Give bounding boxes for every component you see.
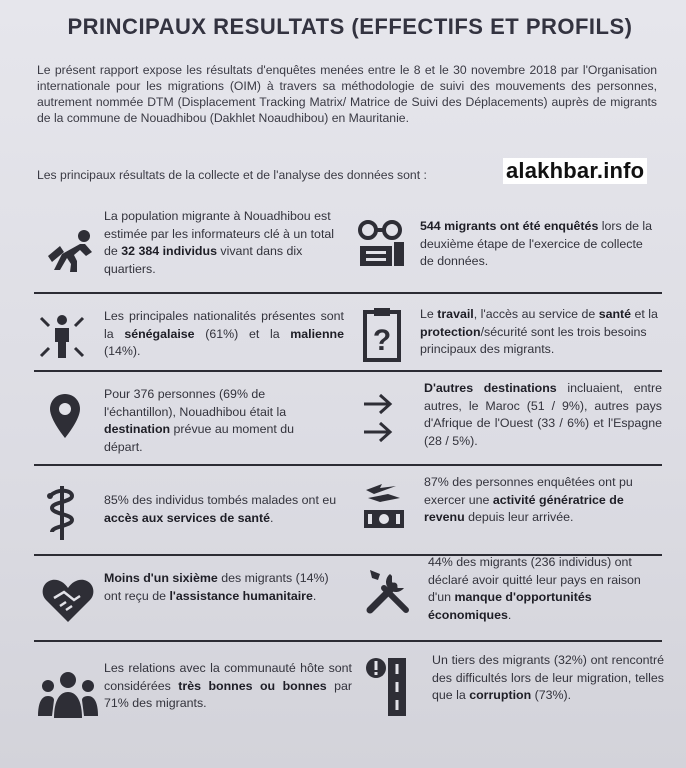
result-health-access: 85% des individus tombés malades ont eu accès aux services de santé.	[104, 493, 337, 525]
person-arrows-icon	[38, 312, 86, 360]
svg-text:?: ?	[372, 324, 392, 357]
map-pin-icon	[48, 392, 82, 440]
money-icon	[360, 482, 406, 532]
clipboard-question-icon	[362, 306, 402, 362]
result-humanitarian: Moins d'un sixième des migrants (14%) ont reçu de l'assistance humanitaire.	[104, 571, 329, 603]
result-economic-reasons: 44% des migrants (236 individus) ont déclaré avoir quitté leur pays en raison d'un manque d'opportunités économiques.	[428, 555, 641, 622]
intro-paragraph: Le présent rapport expose les résultats d'enquêtes menées entre le 8 et le 30 novembre 2018 par l'Organisation internationale pour les migrations (OIM) à travers sa méthodologie de suivi des mouvements des personnes, autrement nommée DTM (Displacement Tracking Matrix/ Matrice de Suivi des Déplacements) auprès de migrants de la commune de Nouadhibou (Dakhlet Noaudhibou) en Mauritanie.	[37, 63, 657, 125]
result-destination: Pour 376 personnes (69% de l'échantillon), Nouadhibou était la destination prévue au moment du départ.	[104, 387, 295, 454]
caduceus-icon	[44, 484, 80, 542]
page-title: PRINCIPAUX RESULTATS (EFFECTIFS ET PROFILS)	[67, 14, 633, 39]
watermark: alakhbar.info	[503, 158, 647, 184]
group-people-icon	[36, 670, 100, 722]
result-nationalities: Les principales nationalités présentes sont la sénégalaise (61%) et la malienne (14%).	[104, 309, 344, 358]
result-host-relations: Les relations avec la communauté hôte sont considérées très bonnes ou bonnes par 71% des migrants.	[104, 661, 353, 710]
arrow-right-icon	[362, 392, 394, 444]
result-population: La population migrante à Nouadhibou est estimée par les informateurs clé à un total de 32 384 individus vivant dans dix quartiers.	[104, 209, 335, 276]
tools-icon	[364, 566, 412, 616]
row-divider	[34, 370, 662, 372]
row-divider	[34, 640, 662, 642]
result-difficulties: Un tiers des migrants (32%) ont rencontré des difficultés lors de leur migration, telles que la corruption (73%).	[432, 653, 664, 702]
row-divider	[34, 292, 662, 294]
handshake-heart-icon	[40, 576, 96, 624]
lead-sentence: Les principaux résultats de la collecte et de l'analyse des données sont :	[37, 168, 427, 182]
result-income-activity: 87% des personnes enquêtées ont pu exercer une activité génératrice de revenu depuis leur arrivée.	[424, 475, 633, 524]
result-needs: Le travail, l'accès au service de santé et la protection/sécurité sont les trois besoins principaux des migrants.	[420, 307, 658, 356]
road-warning-icon	[364, 656, 408, 718]
row-divider	[34, 464, 662, 466]
result-surveyed: 544 migrants ont été enquêtés lors de la deuxième étape de l'exercice de collecte de données.	[420, 219, 653, 268]
result-other-destinations: D'autres destinations incluaient, entre autres, le Maroc (51 / 9%), autres pays d'Afrique de l'Ouest (33 / 6%) et l'Espagne (28 / 5%).	[424, 381, 662, 448]
glasses-survey-icon	[356, 218, 408, 270]
walking-person-icon	[40, 228, 98, 272]
